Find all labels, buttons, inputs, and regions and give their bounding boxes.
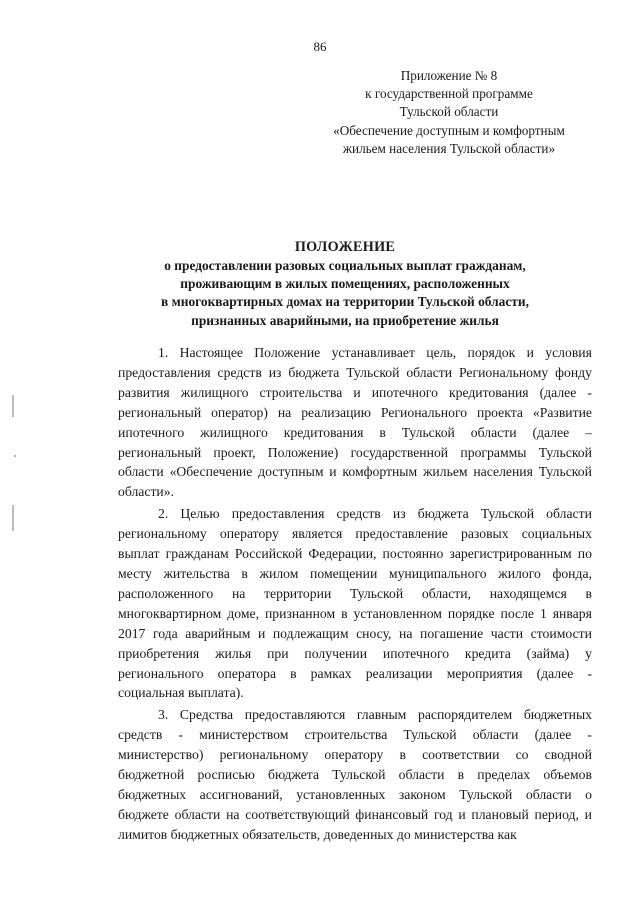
paragraph-line: области». xyxy=(118,484,175,500)
word: порядок xyxy=(467,345,516,360)
word: - xyxy=(587,727,592,743)
word: реализацию xyxy=(301,404,371,420)
word: средств xyxy=(336,506,381,522)
word: главным xyxy=(356,707,407,723)
word: жительства xyxy=(163,565,230,581)
word: Региональному xyxy=(458,364,549,380)
word: в xyxy=(585,585,592,601)
word: соответствующий xyxy=(245,806,350,822)
word: 1 xyxy=(539,605,547,621)
word: установленных xyxy=(296,786,386,802)
word: приобретения xyxy=(118,645,200,661)
word: порядке xyxy=(447,605,495,621)
word: предоставляются xyxy=(244,707,346,723)
word: мероприятия xyxy=(446,665,523,681)
word: ассигнований, xyxy=(199,786,283,802)
word: со xyxy=(515,747,529,763)
word: развития xyxy=(118,384,170,400)
word: муниципального xyxy=(388,565,487,581)
document-subtitle-line: проживающим в жилых помещениях, расположенных xyxy=(180,276,510,292)
word: бюджета xyxy=(288,364,340,380)
paragraph-line xyxy=(118,705,592,725)
word: проекта xyxy=(477,404,523,420)
paragraph-line xyxy=(118,504,592,524)
word: период, xyxy=(534,806,579,822)
scan-artifact xyxy=(14,455,16,457)
paragraph-line xyxy=(118,383,592,403)
word: Федерации, xyxy=(308,546,377,562)
appendix-block xyxy=(310,67,588,158)
word: Настоящее xyxy=(179,345,243,360)
word: Тульской xyxy=(349,585,404,601)
word: бюджетных xyxy=(523,707,592,723)
word: реализации xyxy=(365,665,433,681)
word: министерством xyxy=(199,727,289,743)
word: росписью xyxy=(197,767,255,783)
word: области, xyxy=(421,585,472,601)
word: в xyxy=(457,767,465,783)
appendix-line: к государственной программе xyxy=(365,86,533,102)
word: Положение xyxy=(254,345,321,360)
word: Тульской xyxy=(538,464,592,480)
word: по xyxy=(577,546,592,562)
word: финансовый xyxy=(355,806,429,822)
word: постоянно xyxy=(382,546,444,562)
word: строительства xyxy=(304,727,388,743)
document-heading xyxy=(95,237,595,330)
word: плановый xyxy=(471,806,529,822)
word: - xyxy=(178,727,183,743)
paragraph-line xyxy=(118,765,592,785)
word: подлежащим xyxy=(272,625,349,641)
word: из xyxy=(392,506,406,522)
word: сводной xyxy=(544,747,592,763)
word: проект, xyxy=(213,444,256,460)
word: жилом xyxy=(259,565,299,581)
word: фонда, xyxy=(552,565,592,581)
word: из xyxy=(268,364,282,380)
paragraph-line xyxy=(118,524,592,544)
word: в xyxy=(379,424,386,440)
word: области xyxy=(472,727,519,743)
paragraph xyxy=(118,504,592,703)
word: на xyxy=(399,625,413,641)
word: «Обеспечение xyxy=(169,464,253,480)
word: ипотечного xyxy=(371,384,438,400)
word: жилищного xyxy=(180,384,249,400)
word: месту xyxy=(118,565,152,581)
word: области xyxy=(174,806,221,822)
word: «Развитие xyxy=(532,404,592,420)
word: региональному xyxy=(219,747,309,763)
word: оператору xyxy=(219,526,279,542)
word: является xyxy=(291,526,343,542)
word: Тульской xyxy=(403,727,457,743)
word: программы xyxy=(460,444,527,460)
word: (далее xyxy=(534,727,572,743)
word: 2. xyxy=(158,506,169,522)
word: при xyxy=(267,645,289,661)
word: гражданам xyxy=(165,546,229,562)
word: разовых xyxy=(461,526,509,542)
word: области xyxy=(470,424,517,440)
word: распорядителем xyxy=(417,707,513,723)
word: части xyxy=(490,625,524,641)
paragraph-line xyxy=(118,544,592,564)
word: региональному xyxy=(118,526,207,542)
word: помещении xyxy=(310,565,378,581)
word: стоимости xyxy=(530,625,592,641)
word: объемов xyxy=(543,767,592,783)
word: и xyxy=(584,806,592,822)
paragraph-line xyxy=(118,745,592,765)
word: бюджете xyxy=(118,806,169,822)
word: регионального xyxy=(118,665,204,681)
word: в xyxy=(290,665,297,681)
page-number: 86 xyxy=(313,39,327,54)
word: на xyxy=(277,404,292,420)
scan-artifact xyxy=(12,395,14,417)
word: установленном xyxy=(353,605,442,621)
word: Тульской xyxy=(459,786,513,802)
word: доме, xyxy=(227,605,260,621)
word: соответствии xyxy=(422,747,500,763)
paragraph-line xyxy=(118,624,592,644)
appendix-line: Приложение № 8 xyxy=(400,68,498,83)
appendix-line: «Обеспечение доступным и комфортным xyxy=(333,122,565,138)
word: сносу, xyxy=(356,625,392,641)
word: Российской xyxy=(234,546,303,562)
paragraph-line xyxy=(118,343,592,363)
word: средств xyxy=(118,727,163,743)
word: комфортным xyxy=(342,464,418,480)
word: на xyxy=(226,806,240,822)
word: государственной xyxy=(350,444,449,460)
paragraph-line xyxy=(118,564,592,584)
paragraph-line xyxy=(118,725,592,745)
word: 3. xyxy=(158,707,169,723)
word: 2017 xyxy=(118,625,146,641)
word: Положение) xyxy=(267,444,339,460)
word: предоставления xyxy=(118,364,211,380)
appendix-line: жильем населения Тульской области» xyxy=(342,140,556,156)
word: Регионального xyxy=(380,404,468,420)
word: предоставления xyxy=(231,506,325,522)
word: жилищного xyxy=(200,424,268,440)
word: рамках xyxy=(310,665,352,681)
word: и xyxy=(458,806,466,822)
word: региональный xyxy=(118,444,202,460)
word: устанавливает xyxy=(331,345,415,360)
paragraph-line xyxy=(118,423,592,443)
word: средств xyxy=(217,364,262,380)
paragraph-line xyxy=(118,584,592,604)
word: на xyxy=(231,585,246,601)
word: доступным xyxy=(258,464,324,480)
word: января xyxy=(552,605,592,621)
appendix-line: Тульской области xyxy=(399,104,499,120)
word: и xyxy=(353,384,361,400)
word: области xyxy=(118,464,164,480)
paragraph-line: лимитов бюджетных обязательств, доведенных до министерства как xyxy=(118,826,517,842)
word: предоставление xyxy=(355,526,448,542)
word: кредитования xyxy=(448,384,529,400)
word: жильем xyxy=(422,464,468,480)
word: аварийным xyxy=(185,625,251,641)
word: года xyxy=(152,625,178,641)
word: выплат xyxy=(118,546,160,562)
word: ипотечного xyxy=(382,645,450,661)
paragraph-line xyxy=(118,785,592,805)
word: оператору xyxy=(324,747,384,763)
word: и xyxy=(257,625,266,641)
word: Средства xyxy=(179,707,234,723)
word: в xyxy=(399,747,406,763)
word: оператор) xyxy=(211,404,268,420)
word: Тульской xyxy=(480,506,535,522)
word: расположенного xyxy=(118,585,214,601)
word: признанном xyxy=(264,605,336,621)
word: территории xyxy=(264,585,332,601)
paragraph xyxy=(118,705,592,844)
paragraph-line xyxy=(118,805,592,825)
paragraph-line: социальная выплата). xyxy=(118,685,244,701)
document-title: ПОЛОЖЕНИЕ xyxy=(294,239,396,255)
word: министерство) xyxy=(118,747,204,763)
scan-artifact xyxy=(12,505,14,531)
word: Тульской xyxy=(538,444,592,460)
word: социальных xyxy=(521,526,592,542)
word: жилья xyxy=(215,645,252,661)
word: строительства xyxy=(259,384,343,400)
word: (далее xyxy=(532,424,570,440)
word: (далее xyxy=(539,384,577,400)
document-subtitle-line: в многоквартирных домах на территории Тульской области, xyxy=(161,294,529,310)
word: цель, xyxy=(426,345,457,360)
word: год xyxy=(433,806,453,822)
document-body xyxy=(118,343,592,847)
word: области xyxy=(398,767,445,783)
word: кредита xyxy=(464,645,511,661)
word: 1. xyxy=(158,345,169,360)
word: и xyxy=(526,345,534,360)
word: ипотечного xyxy=(118,424,185,440)
word: населения xyxy=(473,464,533,480)
word: в xyxy=(341,605,348,621)
word: многоквартирном xyxy=(118,605,222,621)
word: бюджета xyxy=(268,767,320,783)
word: Тульской xyxy=(401,424,455,440)
word: области xyxy=(406,364,453,380)
paragraph-line xyxy=(118,363,592,383)
word: пределах xyxy=(477,767,531,783)
paragraph-line xyxy=(118,644,592,664)
word: кредитования xyxy=(283,424,364,440)
word: и xyxy=(329,464,337,480)
word: бюджета xyxy=(417,506,469,522)
word: области xyxy=(546,506,592,522)
paragraph-line xyxy=(118,664,592,684)
word: после xyxy=(500,605,535,621)
paragraph xyxy=(118,343,592,502)
word: в xyxy=(241,565,248,581)
paragraph-line xyxy=(118,403,592,423)
word: получении xyxy=(304,645,368,661)
word: Тульской xyxy=(346,364,400,380)
word: о xyxy=(585,786,592,802)
document-subtitle-line: о предоставлении разовых социальных выплат гражданам, xyxy=(164,258,526,273)
word: бюджетной xyxy=(118,767,185,783)
word: (займа) xyxy=(526,645,570,661)
word: фонду xyxy=(555,364,592,380)
word: находящемся xyxy=(489,585,567,601)
word: Тульской xyxy=(332,767,386,783)
document-subtitle-line: признанных аварийными, на приобретение жилья xyxy=(191,312,499,328)
word: законом xyxy=(398,786,446,802)
word: - xyxy=(587,384,592,400)
paragraph-line xyxy=(118,604,592,624)
word: оператора xyxy=(217,665,277,681)
word: - xyxy=(587,665,592,681)
word: погашение xyxy=(420,625,484,641)
word: зарегистрированным xyxy=(449,546,572,562)
word: области xyxy=(525,786,572,802)
word: – xyxy=(585,424,592,440)
paragraph-line xyxy=(118,443,592,463)
paragraph-line xyxy=(118,462,592,482)
word: бюджетных xyxy=(118,786,187,802)
word: региональный xyxy=(118,404,202,420)
word: жилого xyxy=(498,565,541,581)
word: условия xyxy=(545,345,592,360)
word: Целью xyxy=(180,506,220,522)
word: (далее xyxy=(536,665,574,681)
word: у xyxy=(585,645,592,661)
